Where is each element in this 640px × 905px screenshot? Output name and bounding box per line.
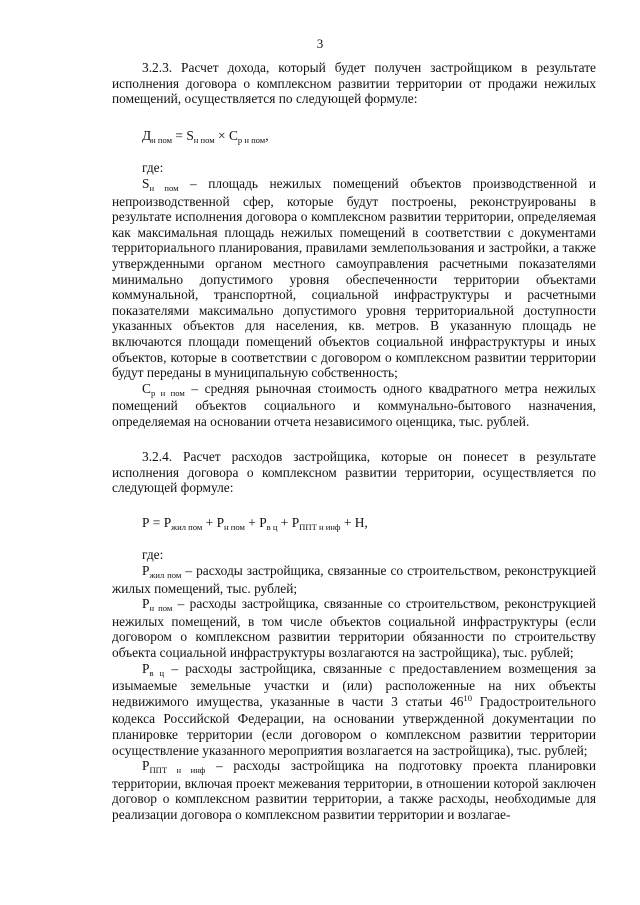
article-superscript: 10 [463,692,473,703]
symbol: Р [142,596,150,612]
formula-subscript: жил пом [171,522,203,532]
section-3-2-3-text: 3.2.3. Расчет дохода, который будет получен застройщиком в результате исполнения договора о комплексном развитии территории от продажи нежилых помещений, осуществляется по следующей формуле: [112,60,596,107]
definition-r-v-ts [112,661,596,759]
formula-term: Р [163,515,172,530]
formula-term: Р [216,515,225,530]
where-label: где: [142,160,164,175]
definition-c-r-n-pom [112,381,596,430]
formula-subscript: в ц [266,522,278,532]
symbol: Р [142,758,150,774]
symbol-subscript: ППТ н инф [149,765,206,776]
formula-subscript: н пом [224,522,245,532]
symbol: Р [142,660,150,676]
formula-subscript: ППТ н инф [299,522,341,532]
income-formula [142,128,269,144]
formula-subscript: р н пом [237,135,266,145]
definition-text: – расходы застройщика, связанные с предоставлением возмещения за изымаемые земельные участки и (или) расположенные на них объекты недвижимого имущества, указанные в части 3 статьи 46 [112,660,596,709]
definition-s-n-pom [112,176,596,381]
formula-punctuation: , [265,128,269,143]
formula-term: Р [259,515,267,530]
section-3-2-3-definitions [112,176,596,430]
definition-text: – расходы застройщика на подготовку проекта планировки территории, включая проект межевания территории, в отношении которой заключен договор о комплексном развитии территории, а также расходы, необходимые для реализации договора о комплексном развитии территории и возлагае- [112,758,596,822]
symbol-subscript: р н пом [150,387,185,398]
definition-r-ppt-n-inf [112,758,596,822]
formula-term: Р [291,515,300,530]
formula-term: Д [142,128,152,143]
definition-text: – расходы застройщика, связанные со строительством, реконструкцией нежилых помещений, в том числе объектов социальной инфраструктуры (если договором о комплексном развитии территории обязанности по строительству объекта социальной инфраструктуры возлагаются на застройщика), тыс. рублей; [112,596,596,660]
formula-term: S [186,128,194,143]
formula-operator: = [172,128,187,143]
formula-operator: + [244,515,260,530]
formula-operator: + [202,515,217,530]
symbol: С [142,380,151,396]
formula-term: С [228,128,238,143]
symbol-subscript: в ц [149,667,165,678]
symbol-subscript: жил пом [149,570,182,580]
formula-subscript: н пом [193,135,215,145]
formula-operator: + Н, [340,515,368,530]
symbol-subscript: н пом [149,603,173,614]
section-3-2-4-definitions [112,563,596,823]
formula-subscript: н пом [151,135,173,145]
symbol: S [142,176,150,191]
definition-text: Градостроительного кодекса Российской Федерации, на основании утвержденной документации по планировке территории (если договором о комплексном развитии территории осуществление указанного мероприятия возлагается на застройщика), тыс. рублей; [112,693,596,758]
page-number: 3 [316,36,324,51]
definition-r-zhil-pom [112,563,596,596]
formula-operator: + [277,515,292,530]
definition-text: – средняя рыночная стоимость одного квадратного метра нежилых помещений объектов социального и коммунально-бытового назначения, определяемая на основании отчета независимого оценщика, тыс. рублей. [112,380,596,429]
symbol-subscript: н пом [149,183,179,193]
expense-formula [142,515,368,531]
formula-term: Р = [142,515,164,530]
definition-text: – расходы застройщика, связанные со строительством, реконструкцией жилых помещений, тыс. рублей; [112,563,596,596]
definition-r-n-pom [112,596,596,660]
definition-text: – площадь нежилых помещений объектов производственной и непроизводственной сфер, которые будут построены, реконструированы в результате исполнения договора о комплексном развитии территории, определяемая как максимальная площадь нежилых помещений в соответствии с документами территориального планирования, правилами землепользования и застройки, а также утвержденными органом местного самоуправления расчетными показателями минимально допустимого уровня обеспеченности территории объектами коммунальной, транспортной, социальной инфраструктуры и расчетными показателями максимально допустимого уровня территориальной доступности указанных объектов для населения, кв. метров. В указанную площадь не включаются площади помещений объектов социальной инфраструктуры и иных объектов, которые в соответствии с договором о комплексном развитии территории будут переданы в муниципальную собственность; [112,176,596,381]
where-label: где: [142,547,164,562]
symbol: Р [142,563,150,578]
section-3-2-4-heading [112,449,596,496]
section-3-2-3-heading [112,60,596,107]
formula-operator: × [214,128,229,143]
section-3-2-4-text: 3.2.4. Расчет расходов застройщика, которые он понесет в результате исполнения договора о комплексном развитии территории, осуществляется по следующей формуле: [112,449,596,496]
